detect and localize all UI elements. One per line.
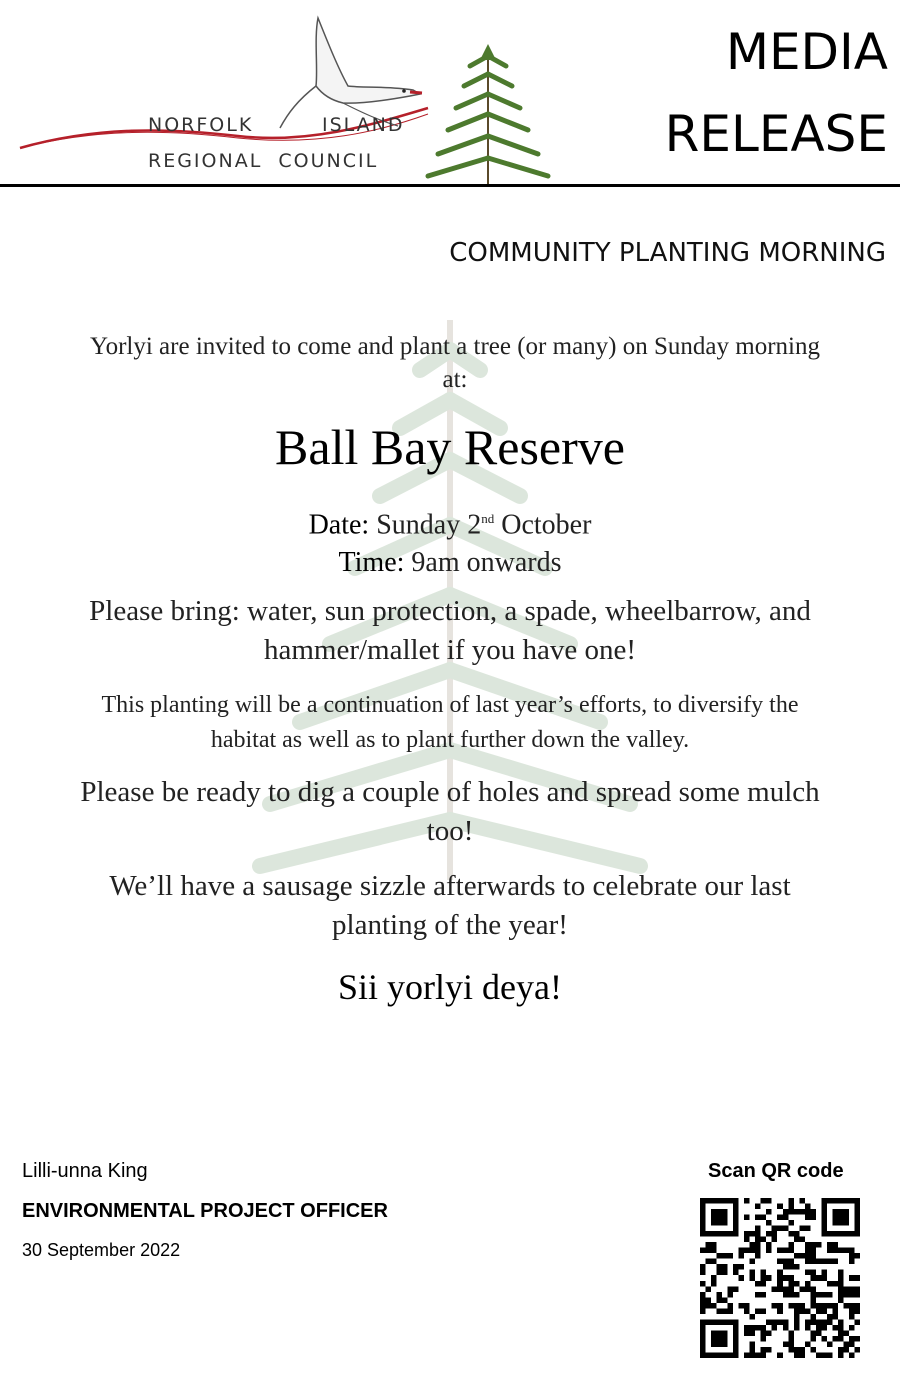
org-name-norfolk: NORFOLK (148, 114, 254, 136)
norfolk-pine-icon (428, 44, 548, 186)
date-value: Sunday 2 (369, 509, 482, 541)
venue-heading: Ball Bay Reserve (275, 419, 625, 475)
qr-code-icon[interactable] (700, 1198, 860, 1358)
org-name-regional-council: REGIONAL COUNCIL (148, 150, 379, 172)
date-suffix: nd (481, 511, 495, 526)
continuation-text: This planting will be a continuation of last year’s efforts, to diversify the habitat as well as to plant further down the valley. (101, 692, 799, 753)
media-title-line1: MEDIA (725, 23, 888, 81)
officer-role: ENVIRONMENTAL PROJECT OFFICER (22, 1200, 388, 1222)
bring-list: Please bring: water, sun protection, a spade, wheelbarrow, and hammer/mallet if you have one! (89, 595, 811, 666)
signoff-text: Sii yorlyi deya! (338, 967, 562, 1007)
release-date: 30 September 2022 (22, 1240, 181, 1260)
ready-text: Please be ready to dig a couple of holes and spread some mulch too! (80, 776, 820, 847)
subheading: COMMUNITY PLANTING MORNING (449, 238, 886, 268)
officer-name: Lilli-unna King (22, 1160, 148, 1182)
qr-label: Scan QR code (708, 1160, 844, 1182)
council-logo (18, 8, 578, 188)
date-line (40, 500, 860, 544)
time-line (40, 544, 860, 582)
time-value: 9am onwards (404, 547, 562, 579)
org-name-island: ISLAND (322, 114, 405, 136)
intro-text: Yorlyi are invited to come and plant a tree (or many) on Sunday morning at: (90, 333, 820, 393)
time-label: Time: (338, 547, 405, 579)
date-month: October (494, 509, 592, 541)
date-label: Date: (308, 509, 370, 541)
sausage-sizzle-text: We’ll have a sausage sizzle afterwards to celebrate our last planting of the year! (109, 870, 791, 941)
media-title-line2: RELEASE (664, 105, 888, 163)
header-rule (0, 184, 900, 187)
seabird-icon (280, 18, 422, 128)
qr-code-graphic (700, 1198, 860, 1358)
date-time-block (40, 500, 860, 582)
